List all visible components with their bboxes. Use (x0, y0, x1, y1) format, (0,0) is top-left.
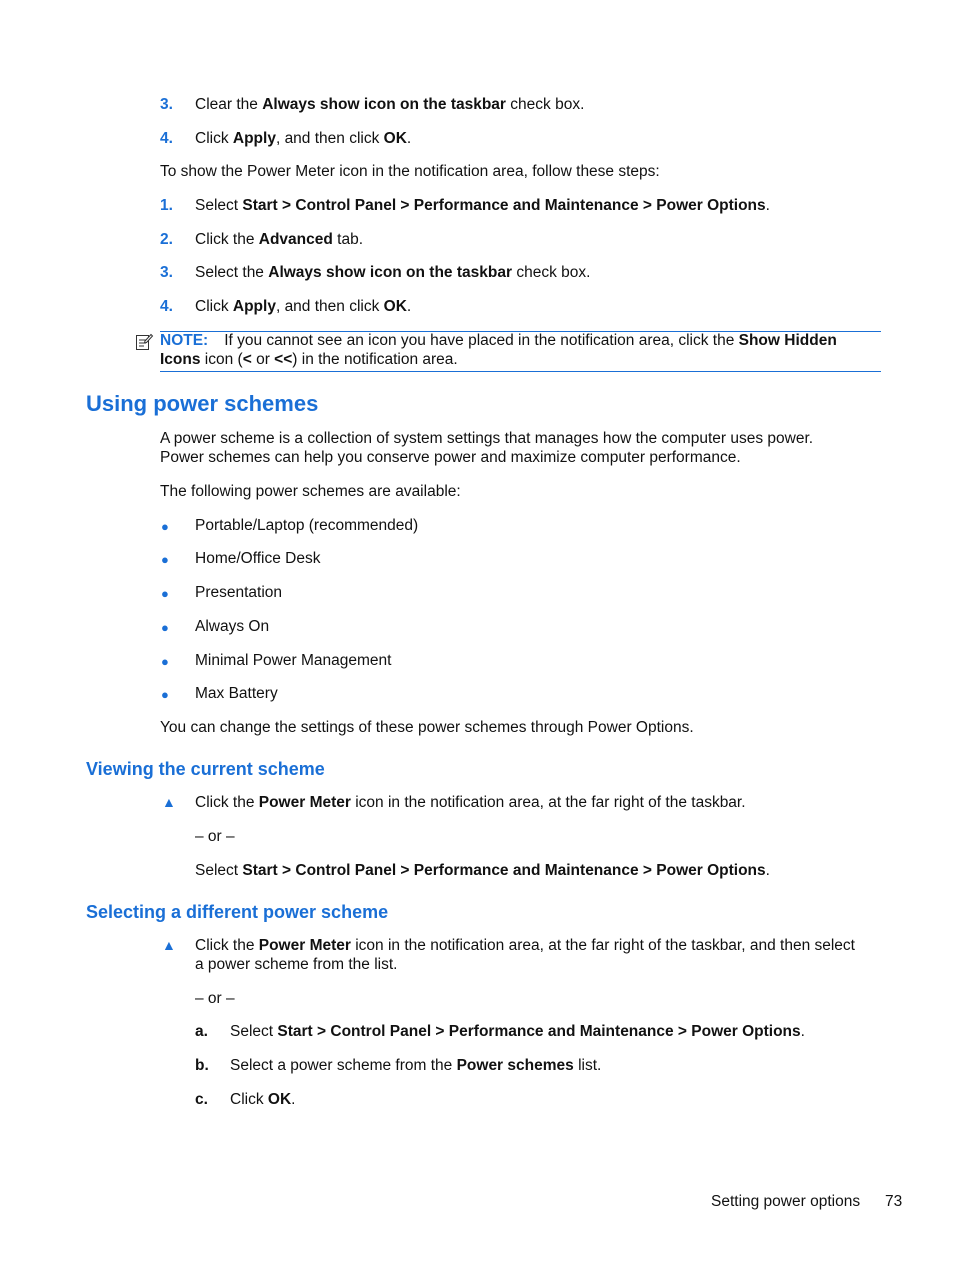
text: Click (195, 298, 233, 315)
text: Click (195, 130, 233, 147)
bullet-icon: ● (161, 654, 169, 669)
substep-text (230, 1056, 601, 1075)
bullet-icon: ● (161, 552, 169, 567)
triangle-icon: ▲ (162, 937, 176, 953)
text: Select a power scheme from the (230, 1057, 457, 1074)
step-text (195, 861, 770, 880)
list-item: Portable/Laptop (recommended) (195, 517, 419, 534)
text: icon in the notification area, at the far right of the taskbar. (350, 794, 746, 811)
text: check box. (505, 96, 585, 113)
paragraph: A power scheme is a collection of system settings that manages how the computer uses power. (160, 430, 814, 447)
step-text (195, 263, 590, 282)
triangle-icon: ▲ (162, 794, 176, 810)
substep-text (230, 1022, 805, 1041)
note-icon (134, 332, 154, 352)
text: Select the (195, 264, 269, 281)
text: tab. (332, 231, 364, 248)
list-item: Presentation (195, 584, 283, 601)
bold-text: Icons (160, 351, 201, 368)
or-separator: – or – (195, 990, 235, 1007)
note-bottom-rule (160, 371, 881, 372)
subsection-heading: Viewing the current scheme (86, 759, 325, 779)
footer-section-title: Setting power options (711, 1193, 861, 1210)
bold-text: Apply (232, 298, 276, 315)
text: list. (573, 1057, 602, 1074)
text: If you cannot see an icon you have placed in the notification area, click the (224, 332, 739, 349)
text: ) in the notification area. (292, 351, 458, 368)
text: Select (230, 1023, 278, 1040)
step-number: 4. (160, 130, 173, 147)
step-text (195, 793, 746, 812)
bullet-icon: ● (161, 519, 169, 534)
substep-text (230, 1090, 295, 1109)
list-item: Home/Office Desk (195, 550, 321, 567)
text: icon ( (200, 351, 243, 368)
substep-letter: a. (195, 1023, 208, 1040)
bold-text: OK (383, 298, 407, 315)
bold-text: Start > Control Panel > Performance and Maintenance > Power Options (242, 862, 766, 879)
step-text (195, 95, 584, 114)
bold-text: Power schemes (456, 1057, 574, 1074)
step-text (195, 196, 770, 215)
bold-text: Always show icon on the taskbar (268, 264, 513, 281)
step-number: 3. (160, 96, 173, 113)
bold-text: < (242, 351, 252, 368)
text: . (406, 298, 412, 315)
note-label: NOTE: (160, 332, 209, 349)
bold-text: Advanced (258, 231, 333, 248)
bold-text: Start > Control Panel > Performance and Maintenance > Power Options (277, 1023, 801, 1040)
step-number: 1. (160, 197, 173, 214)
bullet-icon: ● (161, 620, 169, 635)
list-item: Minimal Power Management (195, 652, 392, 669)
list-item: Max Battery (195, 685, 278, 702)
text: Select (195, 862, 243, 879)
list-item: Always On (195, 618, 270, 635)
text: . (291, 1091, 296, 1108)
bold-text: Power Meter (258, 794, 351, 811)
text: , and then click (275, 298, 384, 315)
step-number: 3. (160, 264, 173, 281)
text: Clear the (195, 96, 263, 113)
text: or (251, 351, 275, 368)
bold-text: Power Meter (258, 937, 351, 954)
step-text (195, 230, 363, 249)
bold-text: << (274, 351, 293, 368)
bold-text: Show Hidden (738, 332, 837, 349)
bold-text: Apply (232, 130, 276, 147)
text: . (765, 862, 770, 879)
text: Select (195, 197, 243, 214)
text: Click (230, 1091, 268, 1108)
step-text (195, 297, 411, 316)
step-text-line-2: a power scheme from the list. (195, 956, 398, 973)
note-line-2 (160, 350, 458, 369)
intro-paragraph: To show the Power Meter icon in the notification area, follow these steps: (160, 163, 660, 180)
step-number: 4. (160, 298, 173, 315)
page-number: 73 (885, 1193, 903, 1210)
step-text (195, 129, 411, 148)
text: Click the (195, 794, 259, 811)
text: . (800, 1023, 805, 1040)
text: . (765, 197, 770, 214)
step-number: 2. (160, 231, 173, 248)
text: . (406, 130, 412, 147)
substep-letter: b. (195, 1057, 209, 1074)
bold-text: OK (383, 130, 407, 147)
step-text (195, 936, 855, 955)
text: icon in the notification area, at the far right of the taskbar, and then select (350, 937, 855, 954)
bold-text: Start > Control Panel > Performance and Maintenance > Power Options (242, 197, 766, 214)
bullet-icon: ● (161, 687, 169, 702)
text: Click the (195, 231, 259, 248)
paragraph: The following power schemes are available: (160, 483, 461, 500)
text: check box. (512, 264, 591, 281)
text: Click the (195, 937, 259, 954)
bold-text: Always show icon on the taskbar (262, 96, 506, 113)
section-heading: Using power schemes (86, 391, 319, 416)
text: , and then click (275, 130, 384, 147)
subsection-heading: Selecting a different power scheme (86, 902, 389, 922)
or-separator: – or – (195, 828, 235, 845)
paragraph: You can change the settings of these power schemes through Power Options. (160, 719, 694, 736)
bold-text: OK (267, 1091, 292, 1108)
bullet-icon: ● (161, 586, 169, 601)
note-line-1 (160, 331, 837, 350)
paragraph: Power schemes can help you conserve power and maximize computer performance. (160, 449, 741, 466)
substep-letter: c. (195, 1091, 208, 1108)
